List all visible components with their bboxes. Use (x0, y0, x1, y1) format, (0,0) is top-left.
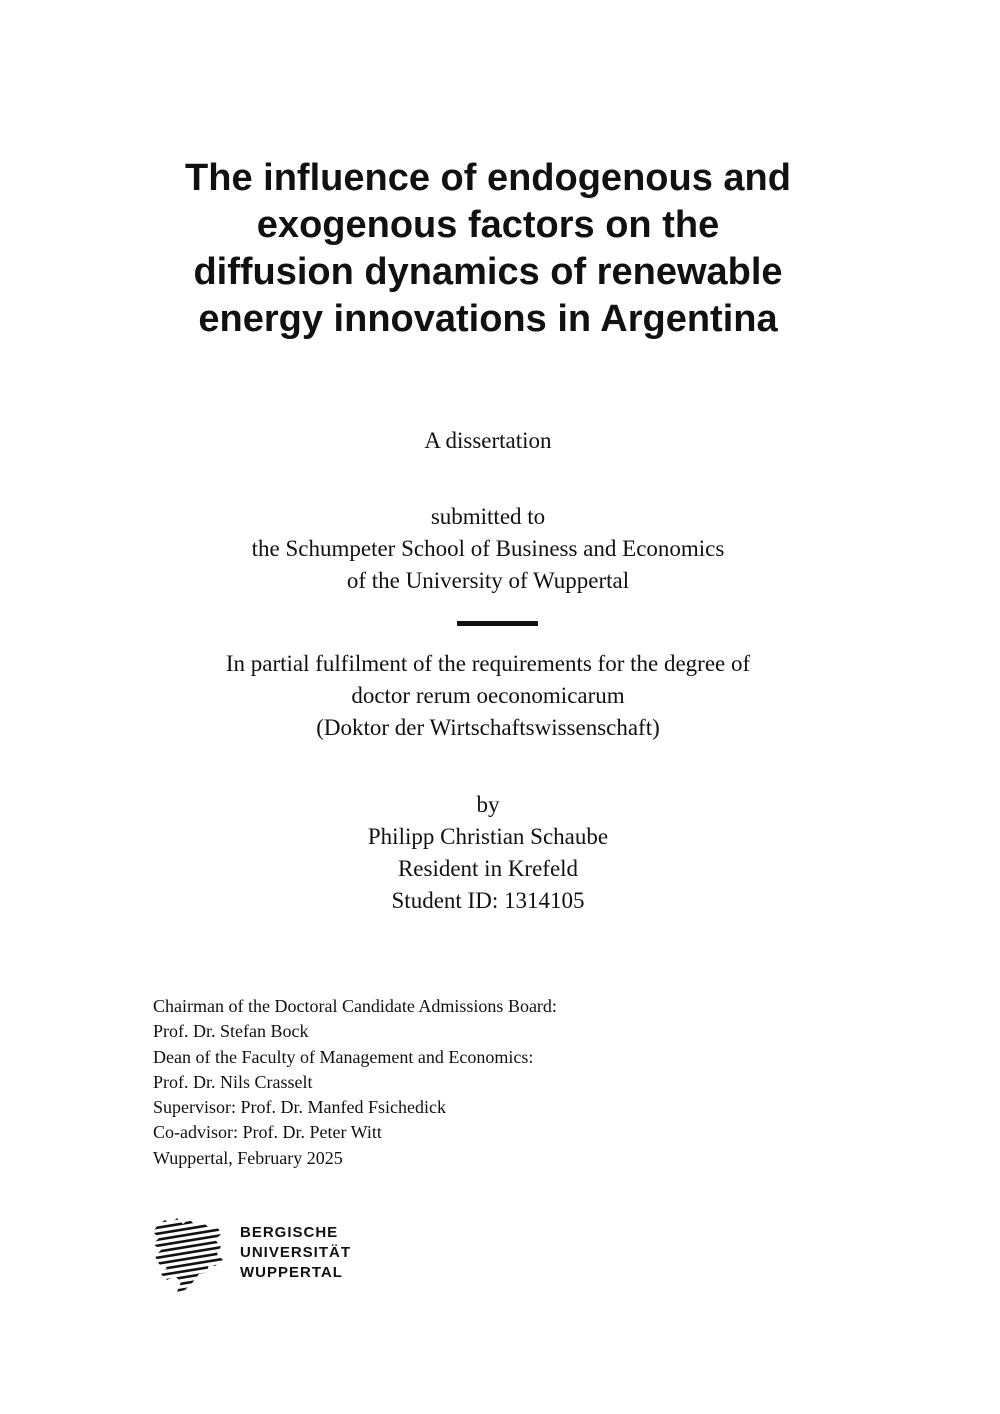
submission-line: the Schumpeter School of Business and Economics (251, 536, 725, 561)
committee-line: Chairman of the Doctoral Candidate Admissions Board: (153, 996, 557, 1016)
committee-line: Supervisor: Prof. Dr. Manfed Fsichedick (153, 1097, 446, 1118)
dissertation-label: A dissertation (424, 428, 552, 453)
author-line: Resident in Krefeld (397, 856, 579, 881)
university-logo (151, 1216, 381, 1294)
logo-line: BERGISCHE (240, 1224, 339, 1241)
author-line: by (476, 792, 500, 817)
author-line: Student ID: 1314105 (391, 888, 585, 913)
logo-wordmark (240, 1223, 351, 1283)
degree-line: (Doktor der Wirtschaftswissenschaft) (316, 715, 660, 740)
title-line: exogenous factors on the (256, 204, 720, 246)
title-line: The influence of endogenous and (185, 157, 791, 199)
committee-line: Co-advisor: Prof. Dr. Peter Witt (153, 1122, 382, 1143)
committee-line: Prof. Dr. Stefan Bock (153, 1021, 309, 1042)
degree-block (0, 648, 976, 744)
committee-line: Dean of the Faculty of Management and Economics: (153, 1046, 534, 1067)
submission-line: of the University of Wuppertal (346, 568, 630, 593)
committee-block (153, 994, 557, 1171)
committee-line: Wuppertal, February 2025 (153, 1147, 343, 1168)
dissertation-title (100, 155, 876, 343)
author-block (0, 789, 976, 917)
submission-line: submitted to (430, 504, 546, 529)
divider-rule (457, 621, 538, 626)
degree-line: doctor rerum oeconomicarum (351, 683, 625, 708)
logo-line: WUPPERTAL (240, 1264, 343, 1281)
degree-line: In partial fulfilment of the requirements for the degree of (225, 651, 751, 676)
submission-block (0, 501, 976, 597)
logo-line: UNIVERSITÄT (240, 1244, 352, 1261)
lion-emblem-icon (151, 1216, 225, 1294)
title-line: energy innovations in Argentina (198, 298, 778, 340)
author-line: Philipp Christian Schaube (367, 824, 609, 849)
dissertation-label-block (0, 425, 976, 457)
committee-line: Prof. Dr. Nils Crasselt (153, 1071, 313, 1092)
title-line: diffusion dynamics of renewable (193, 251, 783, 293)
